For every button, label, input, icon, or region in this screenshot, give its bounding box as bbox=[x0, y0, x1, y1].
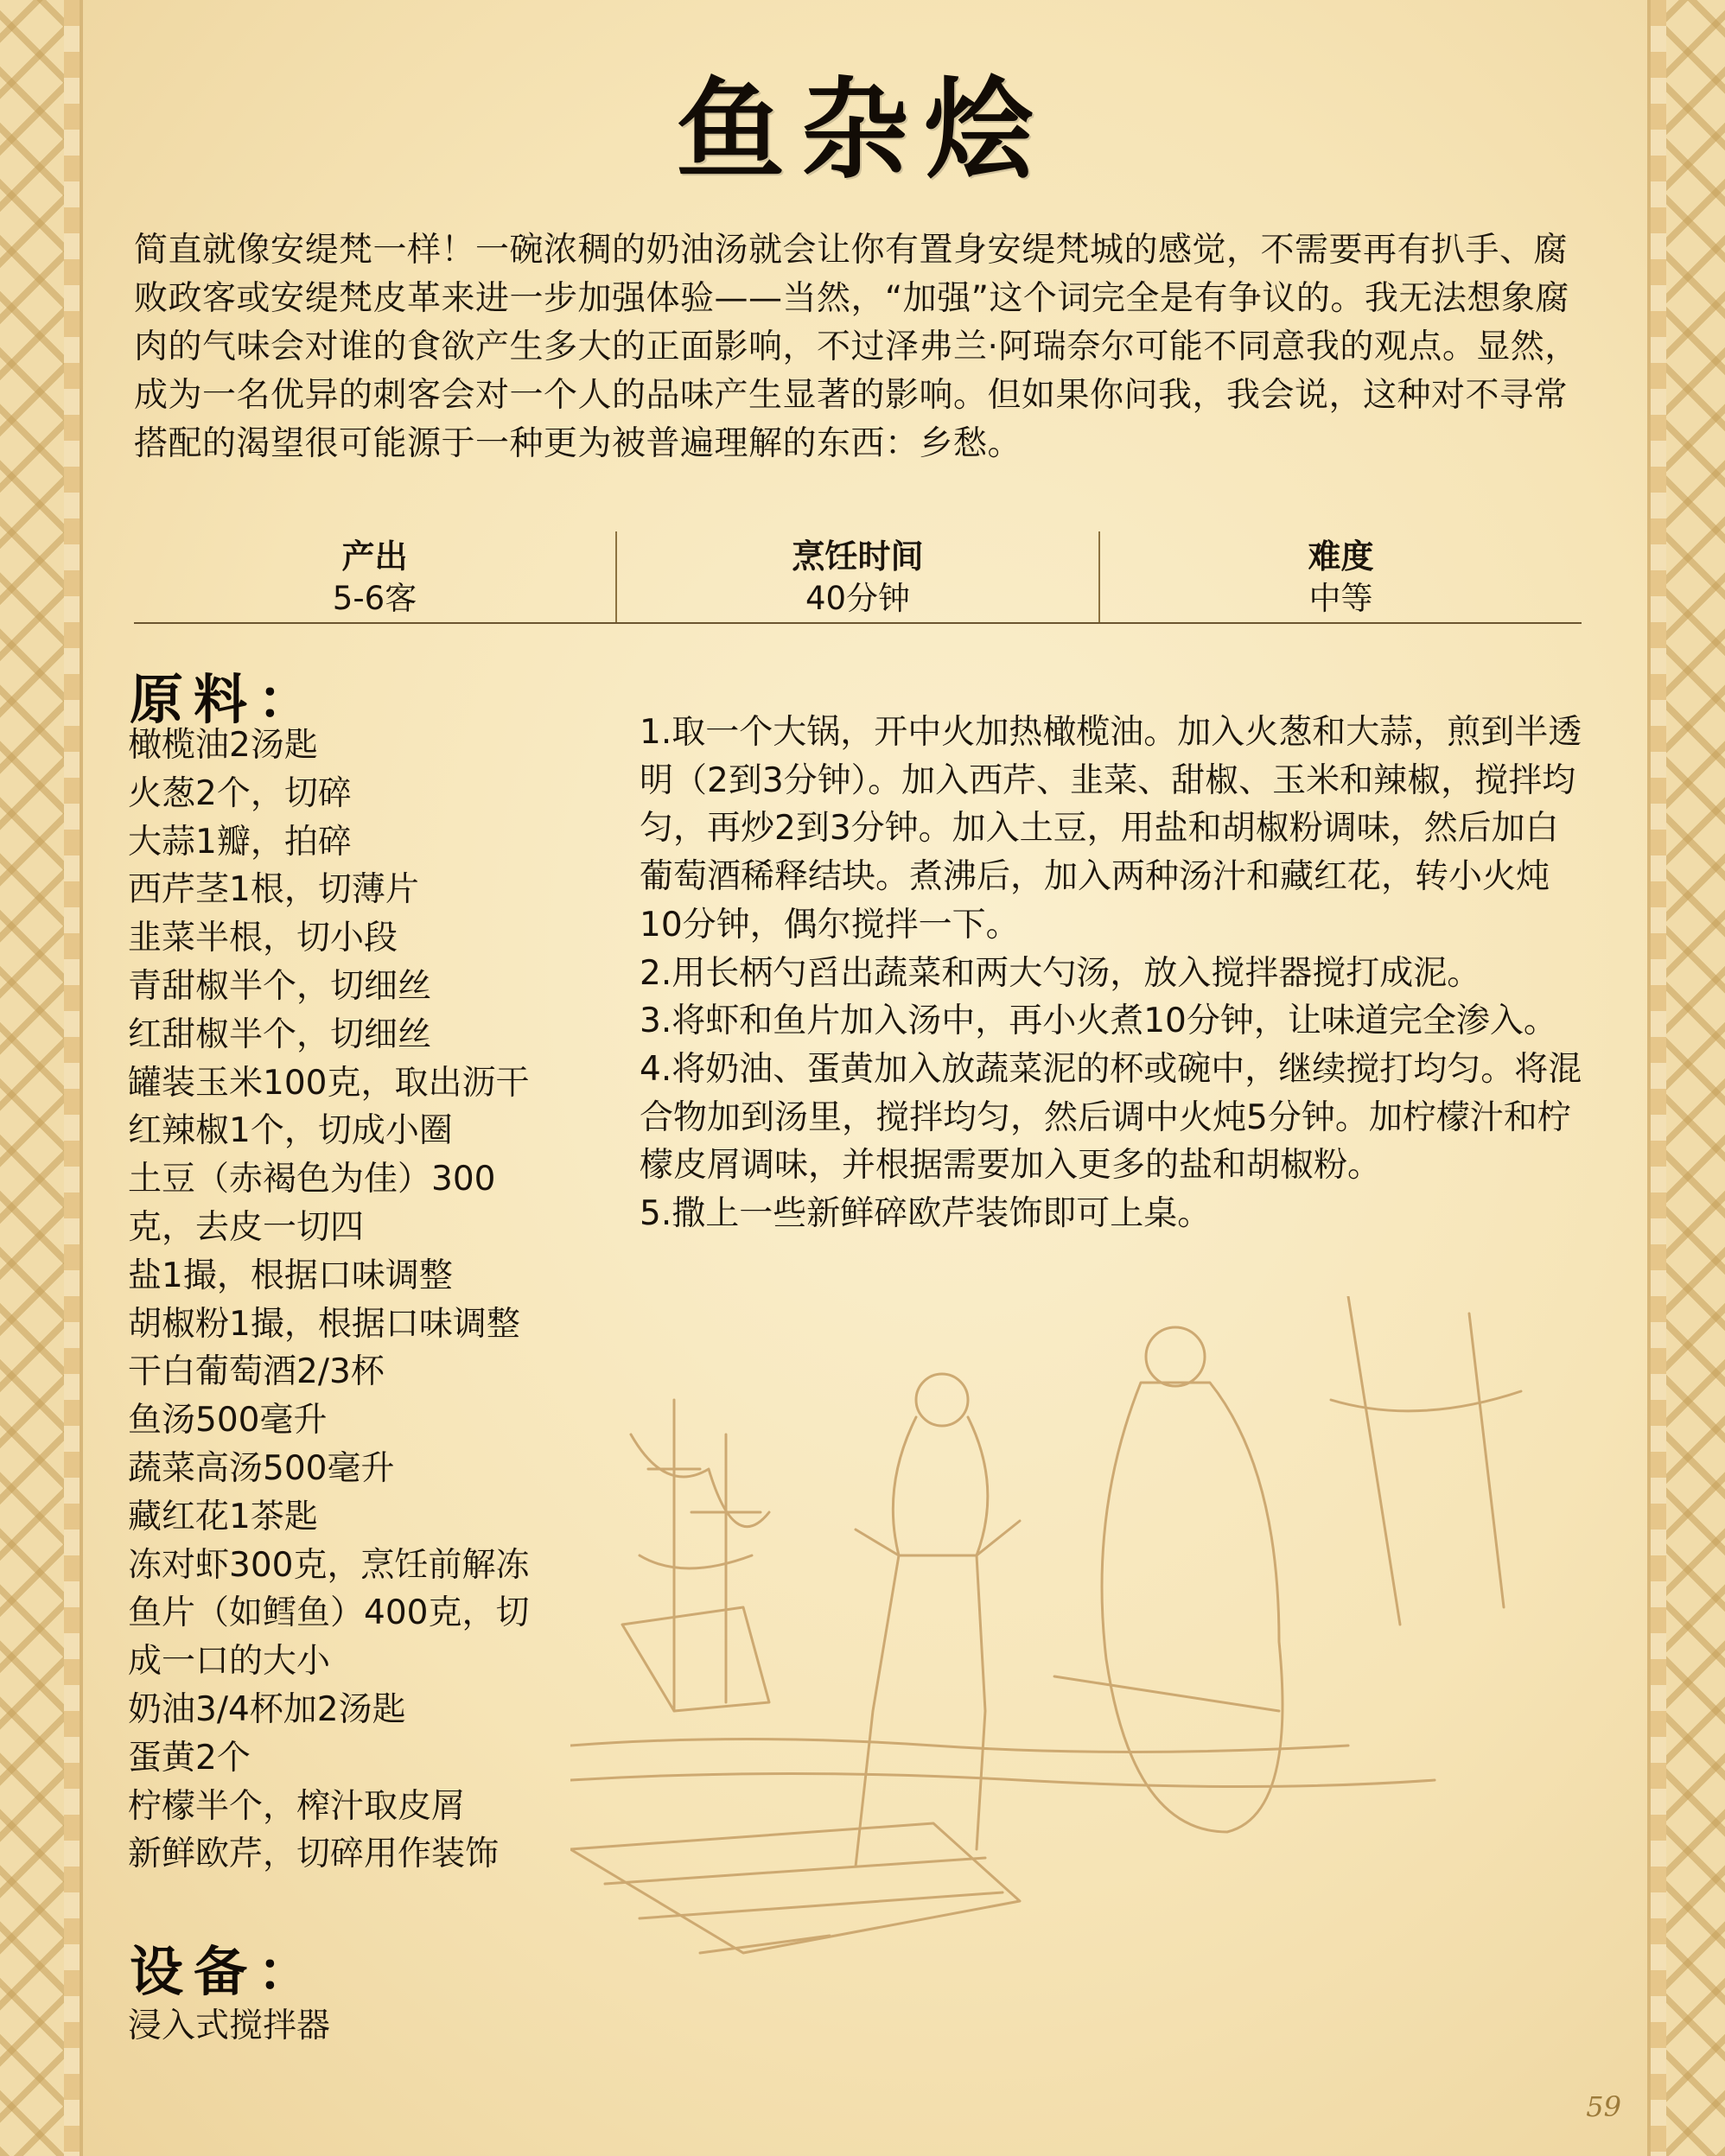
ingredient-item: 罐装玉米100克，取出沥干 bbox=[128, 1063, 530, 1103]
ingredient-item: 青甜椒半个，切细丝 bbox=[128, 966, 432, 1006]
ingredient-item: 大蒜1瓣，拍碎 bbox=[128, 822, 352, 862]
step-item: 1.取一个大锅，开中火加热橄榄油。加入火葱和大蒜，煎到半透明（2到3分钟）。加入西芹、韭菜、甜椒、玉米和辣椒，搅拌均匀，再炒2到3分钟。加入土豆，用盐和胡椒粉调味，然后加白葡萄酒稀释结块。煮沸后，加入两种汤汁和藏红花，转小火炖10分钟，偶尔搅拌一下。 bbox=[640, 713, 1582, 944]
left-border-strip bbox=[64, 0, 80, 2156]
ingredient-item: 新鲜欧芹，切碎用作装饰 bbox=[128, 1835, 500, 1874]
time-label: 烹饪时间 bbox=[792, 537, 924, 576]
ingredient-item: 柠檬半个，榨汁取皮屑 bbox=[128, 1786, 466, 1826]
right-border-strip bbox=[1651, 0, 1666, 2156]
difficulty-cell bbox=[1100, 531, 1582, 622]
step-item: 2.用长柄勺舀出蔬菜和两大勺汤，放入搅拌器搅打成泥。 bbox=[640, 953, 1481, 993]
ingredient-item: 藏红花1茶匙 bbox=[128, 1497, 318, 1536]
equipment-list bbox=[128, 1999, 330, 2047]
ingredient-item: 韭菜半根，切小段 bbox=[128, 919, 398, 958]
ingredient-item: 红辣椒1个，切成小圈 bbox=[128, 1111, 453, 1151]
ingredient-item: 蛋黄2个 bbox=[128, 1738, 251, 1778]
ingredient-item: 橄榄油2汤匙 bbox=[128, 726, 318, 765]
page-number: 59 bbox=[1586, 2090, 1621, 2123]
recipe-title: 鱼杂烩 bbox=[676, 66, 1049, 194]
equipment-heading: 设备： bbox=[130, 1940, 322, 2003]
ingredient-item: 红甜椒半个，切细丝 bbox=[128, 1014, 432, 1054]
step-item: 5.撒上一些新鲜碎欧芹装饰即可上桌。 bbox=[640, 1194, 1212, 1234]
yield-cell bbox=[134, 531, 617, 622]
difficulty-label: 难度 bbox=[1308, 537, 1374, 576]
time-cell bbox=[617, 531, 1100, 622]
ingredient-item: 奶油3/4杯加2汤匙 bbox=[128, 1689, 406, 1729]
ingredient-item: 火葱2个，切碎 bbox=[128, 773, 352, 813]
right-ornamental-border bbox=[1647, 0, 1725, 2156]
ingredient-item: 鱼片（如鳕鱼）400克，切 成一口的大小 bbox=[128, 1593, 530, 1682]
ingredient-item: 冻对虾300克，烹饪前解冻 bbox=[128, 1545, 530, 1585]
yield-value: 5-6客 bbox=[332, 580, 417, 617]
ingredients-heading: 原料： bbox=[130, 668, 322, 731]
time-value: 40分钟 bbox=[805, 580, 911, 617]
difficulty-value: 中等 bbox=[1308, 580, 1373, 617]
ingredient-item: 胡椒粉1撮，根据口味调整 bbox=[128, 1304, 520, 1344]
recipe-info-row bbox=[134, 531, 1582, 624]
ingredient-item: 蔬菜高汤500毫升 bbox=[128, 1448, 395, 1488]
step-item: 4.将奶油、蛋黄加入放蔬菜泥的杯或碗中，继续搅打均匀。将混合物加到汤里，搅拌均匀，然后调中火炖5分钟。加柠檬汁和柠檬皮屑调味，并根据需要加入更多的盐和胡椒粉。 bbox=[640, 1049, 1582, 1186]
left-ornamental-border bbox=[0, 0, 83, 2156]
harbor-illustration bbox=[570, 1296, 1651, 2057]
step-item: 3.将虾和鱼片加入汤中，再小火煮10分钟，让味道完全渗入。 bbox=[640, 1002, 1557, 1041]
yield-label: 产出 bbox=[341, 537, 408, 576]
intro-paragraph: 简直就像安缇梵一样！一碗浓稠的奶油汤就会让你有置身安缇梵城的感觉，不需要再有扒手、腐败政客或安缇梵皮革来进一步加强体验——当然，“加强”这个词完全是有争议的。我无法想象腐肉的气味会对谁的食欲产生多大的正面影响，不过泽弗兰·阿瑞奈尔可能不同意我的观点。显然，成为一名优异的刺客会对一个人的品味产生显著的影响。但如果你问我，我会说，这种对不寻常搭配的渴望很可能源于一种更为被普遍理解的东西：乡愁。 bbox=[134, 231, 1579, 463]
equipment-item: 浸入式搅拌器 bbox=[128, 2007, 331, 2045]
ingredient-item: 盐1撮，根据口味调整 bbox=[128, 1256, 453, 1295]
ingredient-item: 西芹茎1根，切薄片 bbox=[128, 870, 419, 910]
ingredient-item: 干白葡萄酒2/3杯 bbox=[128, 1352, 385, 1392]
ingredients-list bbox=[128, 722, 569, 1879]
ingredient-item: 鱼汤500毫升 bbox=[128, 1401, 328, 1441]
steps-list bbox=[640, 709, 1590, 1238]
ingredient-item: 土豆（赤褐色为佳）300 克，去皮一切四 bbox=[128, 1160, 496, 1247]
